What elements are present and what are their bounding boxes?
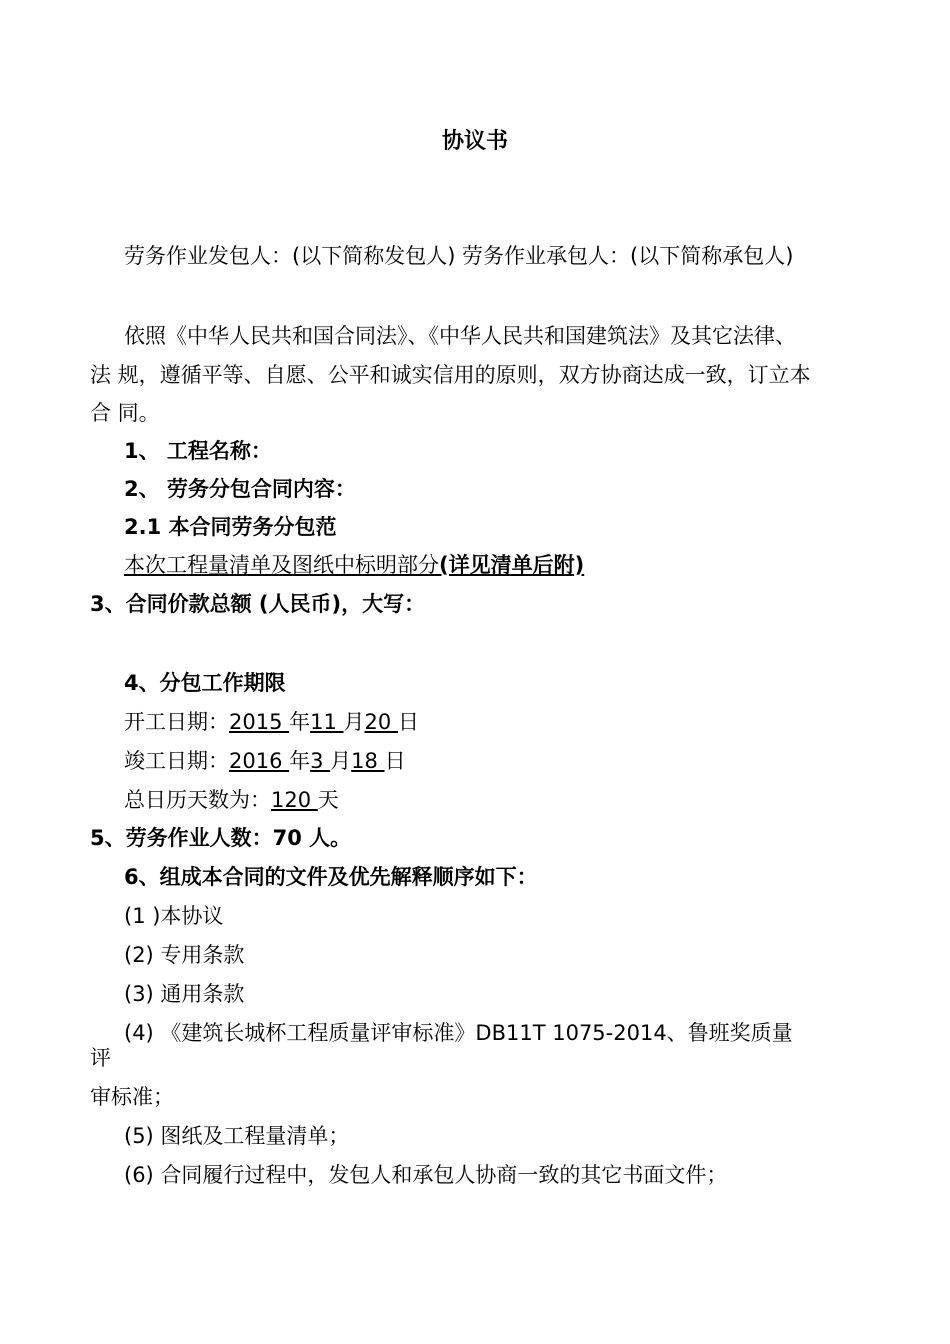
document-title: 协议书 — [441, 129, 508, 154]
start-year: 2015 — [229, 710, 290, 734]
year-unit: 年 — [289, 749, 311, 773]
section-2-1-heading: 2.1 本合同劳务分包范 — [124, 515, 337, 539]
total-days-value: 120 — [271, 788, 318, 812]
list-item-2: (2) 专用条款 — [124, 943, 245, 967]
section-4-heading: 4、分包工作期限 — [124, 671, 286, 695]
day-unit: 日 — [384, 749, 406, 773]
scope-attachment-note: (详见清单后附) — [439, 553, 585, 577]
end-date-line — [124, 748, 406, 774]
list-item-4-wrap: 评 — [90, 1046, 111, 1070]
list-item-3: (3) 通用条款 — [124, 982, 245, 1006]
list-item-5: (5) 图纸及工程量清单； — [124, 1124, 350, 1148]
preamble-line-1: 依照《中华人民共和国合同法》、《中华人民共和国建筑法》及其它法律、 — [124, 324, 796, 348]
month-unit: 月 — [343, 710, 365, 734]
end-day: 18 — [351, 749, 385, 773]
section-6-heading: 6、组成本合同的文件及优先解释顺序如下： — [124, 865, 538, 889]
section-3-heading: 3、合同价款总额 (人民币)，大写： — [90, 592, 426, 616]
list-item-1: (1 )本协议 — [124, 904, 224, 928]
section-2-heading: 2、 劳务分包合同内容： — [124, 477, 356, 501]
list-item-4-continued: 审标准； — [90, 1085, 174, 1109]
end-year: 2016 — [229, 749, 290, 773]
month-unit: 月 — [330, 749, 352, 773]
total-days-label: 总日历天数为： — [124, 788, 271, 812]
section-1-heading: 1、 工程名称： — [124, 439, 272, 463]
total-days-unit: 天 — [317, 788, 339, 812]
start-month: 11 — [310, 710, 344, 734]
parties-line: 劳务作业发包人：(以下简称发包人) 劳务作业承包人：(以下简称承包人) — [124, 244, 794, 268]
start-day: 20 — [364, 710, 398, 734]
start-date-label: 开工日期： — [124, 710, 229, 734]
list-item-4: (4) 《建筑长城杯工程质量评审标准》DB11T 1075-2014、鲁班奖质量 — [124, 1021, 793, 1045]
section-2-1-body — [124, 552, 584, 578]
preamble-line-2: 法 规，遵循平等、自愿、公平和诚实信用的原则，双方协商达成一致，订立本 — [90, 363, 811, 387]
list-item-6: (6) 合同履行过程中，发包人和承包人协商一致的其它书面文件； — [124, 1163, 728, 1187]
start-date-line — [124, 709, 419, 735]
day-unit: 日 — [397, 710, 419, 734]
end-date-label: 竣工日期： — [124, 749, 229, 773]
preamble-line-3: 合 同。 — [90, 401, 160, 425]
total-days-line — [124, 787, 339, 813]
section-5-heading: 5、劳务作业人数：70 人。 — [90, 826, 352, 850]
year-unit: 年 — [289, 710, 311, 734]
scope-text: 本次工程量清单及图纸中标明部分 — [124, 553, 439, 577]
end-month: 3 — [310, 749, 331, 773]
